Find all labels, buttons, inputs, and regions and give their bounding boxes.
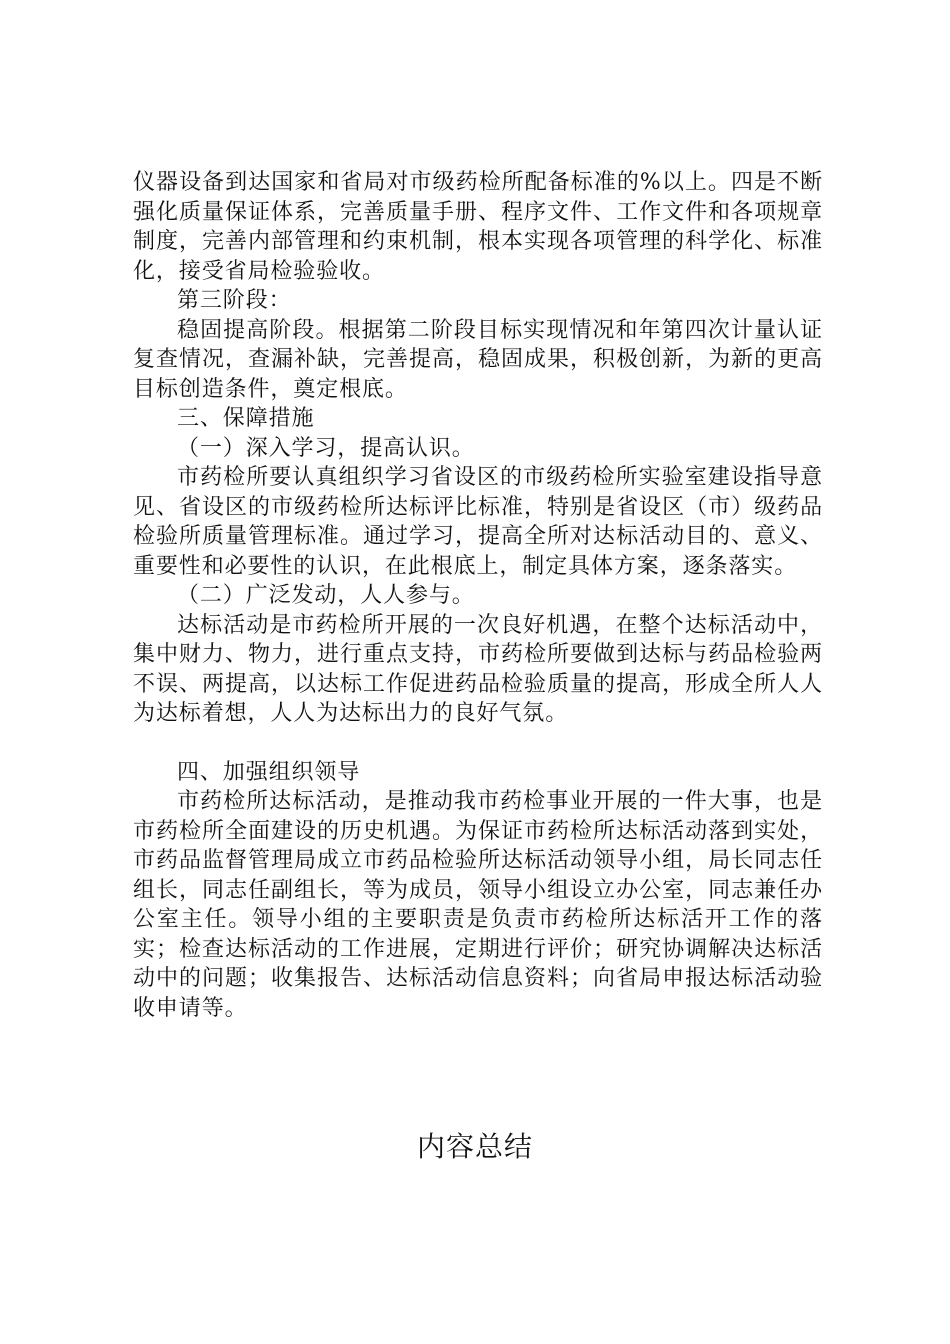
subheading-mobilize: （二）广泛发动，人人参与。	[177, 583, 475, 608]
summary-heading: 内容总结	[416, 1130, 533, 1163]
paragraph-equipment-standards: 仪器设备到达国家和省局对市级药检所配备标准的%以上。四是不断强化质量保证体系，完善质量手册、程序文件、工作文件和各项规章制度，完善内部管理和约束机制，根本实现各项管理的科学化、标准化，接受省局检验验收。	[133, 170, 823, 284]
paragraph-spacer	[133, 729, 823, 758]
paragraph-study-body: 市药检所要认真组织学习省设区的市级药检所实验室建设指导意见、省设区的市级药检所达标评比标准，特别是省设区（市）级药品检验所质量管理标准。通过学习，提高全所对达标活动目的、意义、重要性和必要性的认识，在此根底上，制定具体方案，逐条落实。	[133, 465, 823, 579]
paragraph-stage-three-body: 稳固提高阶段。根据第二阶段目标实现情况和年第四次计量认证复查情况，查漏补缺，完善提高，稳固成果，积极创新，为新的更高目标创造条件，奠定根底。	[133, 317, 823, 402]
section-heading-safeguards: 三、保障措施	[177, 406, 315, 431]
section-heading-leadership: 四、加强组织领导	[177, 759, 361, 785]
paragraph-stage-three-label: 第三阶段：	[177, 288, 292, 313]
subheading-study: （一）深入学习，提高认识。	[177, 435, 475, 461]
paragraph-leadership-body: 市药检所达标活动，是推动我市药检事业开展的一件大事，也是市药检所全面建设的历史机遇。为保证市药检所达标活动落到实处，市药品监督管理局成立市药品检验所达标活动领导小组，局长同志任组长，同志任副组长，等为成员，领导小组设立办公室，同志兼任办公室主任。领导小组的主要职责是负责市药检所达标活开工作的落实；检查达标活动的工作进展，定期进行评价；研究协调解决达标活动中的问题；收集报告、达标活动信息资料；向省局申报达标活动验收申请等。	[133, 789, 823, 1021]
paragraph-mobilize-body: 达标活动是市药检所开展的一次良好机遇，在整个达标活动中，集中财力、物力，进行重点支持，市药检所要做到达标与药品检验两不误、两提高，以达标工作促进药品检验质量的提高，形成全所人人为达标着想，人人为达标出力的良好气氛。	[133, 612, 823, 726]
body-text	[133, 168, 823, 1023]
